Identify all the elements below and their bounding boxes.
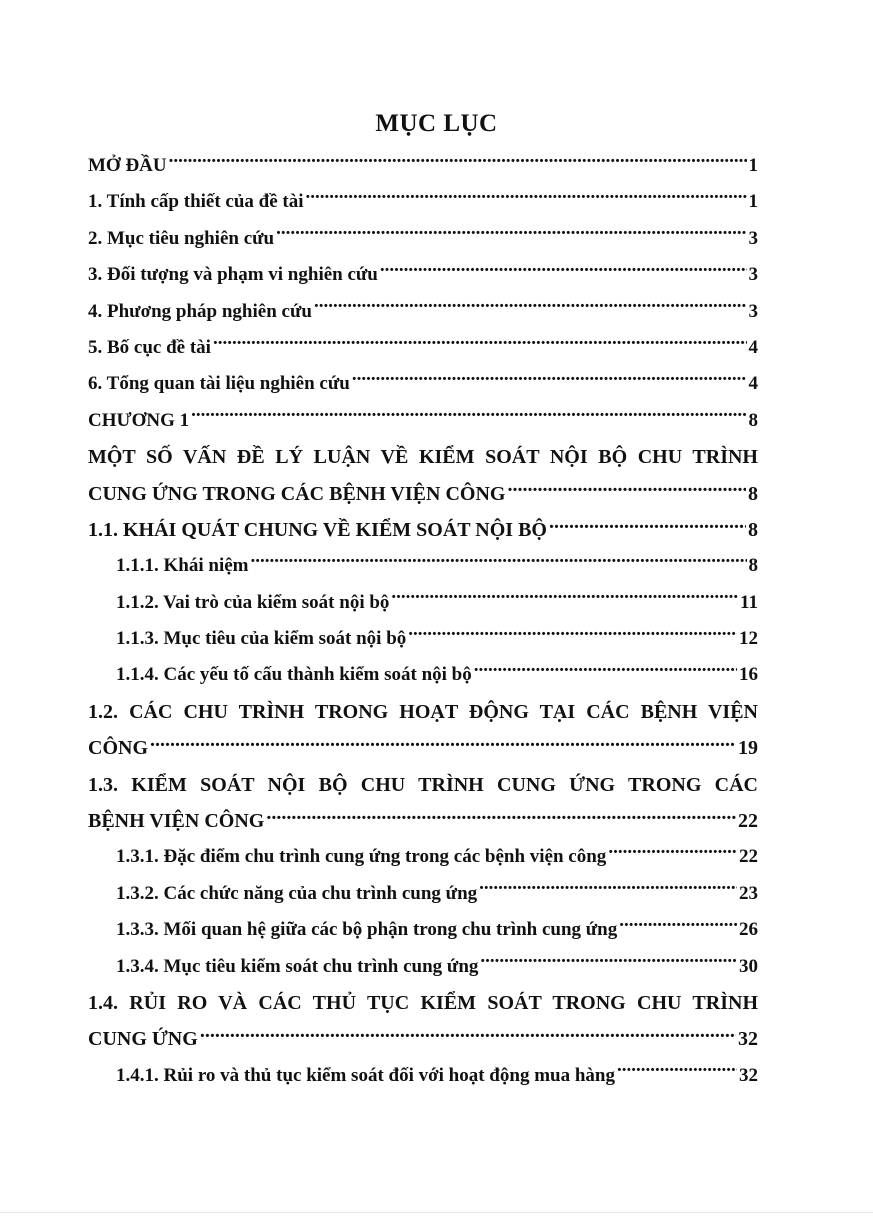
dot-leader xyxy=(479,880,737,899)
toc-entry[interactable] xyxy=(88,839,758,875)
toc-page-number: 26 xyxy=(739,919,758,941)
toc-page-number: 3 xyxy=(748,300,758,322)
toc-entry[interactable] xyxy=(88,912,758,948)
toc-entry-text: MỞ ĐẦU xyxy=(88,155,167,176)
toc-page-number: 11 xyxy=(740,591,758,613)
toc-entry[interactable] xyxy=(88,221,758,257)
toc-entry[interactable] xyxy=(88,1058,758,1094)
toc-entry[interactable] xyxy=(88,148,758,184)
dot-leader xyxy=(380,261,747,280)
toc-entry-text: 1.4. RỦI RO VÀ CÁC THỦ TỤC KIỂM SOÁT TRONG CHU TRÌNH xyxy=(88,991,758,1014)
toc-entry-text: 5. Bố cục đề tài xyxy=(88,336,211,358)
toc-entry-text: 1.1. KHÁI QUÁT CHUNG VỀ KIỂM SOÁT NỘI BỘ xyxy=(88,518,547,541)
toc-entry-line xyxy=(88,439,758,475)
dot-leader xyxy=(391,589,738,608)
toc-entry-text: 1.1.4. Các yếu tố cấu thành kiểm soát nội bộ xyxy=(116,664,472,686)
toc-page-number: 8 xyxy=(748,555,758,577)
dot-leader xyxy=(408,625,737,644)
toc-page-number: 1 xyxy=(748,191,758,213)
toc-entry-text: 1.3.4. Mục tiêu kiểm soát chu trình cung ứng xyxy=(116,955,479,977)
toc-entry[interactable] xyxy=(88,257,758,293)
toc-entry-text: CUNG ỨNG TRONG CÁC BỆNH VIỆN CÔNG xyxy=(88,482,506,505)
toc-page-number: 23 xyxy=(739,882,758,904)
toc-entry-text: 1.1.3. Mục tiêu của kiểm soát nội bộ xyxy=(116,628,407,650)
toc-page-number: 8 xyxy=(748,409,758,431)
toc-entry-line xyxy=(88,694,758,730)
toc-entry-text: 1.3.3. Mối quan hệ giữa các bộ phận trong chu trình cung ứng xyxy=(116,919,618,941)
dot-leader xyxy=(191,407,746,426)
toc-list xyxy=(88,148,758,1094)
toc-entry-text: CÔNG xyxy=(88,737,148,760)
toc-page-number: 22 xyxy=(739,846,758,868)
toc-page-number: 22 xyxy=(738,810,758,833)
toc-entry-text: 3. Đối tượng và phạm vi nghiên cứu xyxy=(88,264,378,286)
dot-leader xyxy=(276,225,746,244)
page-bottom-edge xyxy=(0,1212,873,1213)
dot-leader xyxy=(250,552,746,571)
dot-leader xyxy=(200,1025,736,1045)
dot-leader xyxy=(549,516,746,536)
toc-page-number: 4 xyxy=(748,336,758,358)
dot-leader xyxy=(617,1062,737,1081)
toc-page-number: 19 xyxy=(738,737,758,760)
toc-page-number: 3 xyxy=(748,227,758,249)
dot-leader xyxy=(266,807,736,827)
toc-page-number: 30 xyxy=(739,955,758,977)
toc-entry[interactable] xyxy=(88,949,758,985)
toc-page-number: 12 xyxy=(739,628,758,650)
dot-leader xyxy=(306,188,747,207)
toc-entry-text: 1.3. KIỂM SOÁT NỘI BỘ CHU TRÌNH CUNG ỨNG TRONG CÁC xyxy=(88,773,758,796)
dot-leader xyxy=(507,480,746,500)
toc-entry[interactable] xyxy=(88,730,758,766)
dot-leader xyxy=(352,370,747,389)
dot-leader xyxy=(608,843,737,862)
toc-title: MỤC LỤC xyxy=(375,110,498,137)
dot-leader xyxy=(169,152,747,171)
toc-entry[interactable] xyxy=(88,294,758,330)
toc-page-number: 32 xyxy=(738,1028,758,1051)
toc-page-number: 4 xyxy=(748,373,758,395)
toc-entry[interactable] xyxy=(88,366,758,402)
toc-entry-text: 1. Tính cấp thiết của đề tài xyxy=(88,191,304,213)
toc-entry-text: 1.4.1. Rủi ro và thủ tục kiểm soát đối với hoạt động mua hàng xyxy=(116,1064,615,1086)
toc-entry-text: 2. Mục tiêu nghiên cứu xyxy=(88,227,275,249)
toc-entry-text: CHƯƠNG 1 xyxy=(88,409,190,431)
toc-page-number: 3 xyxy=(748,264,758,286)
toc-page-number: 8 xyxy=(748,518,758,541)
toc-entry[interactable] xyxy=(88,403,758,439)
toc-entry-text: 1.3.2. Các chức năng của chu trình cung ứng xyxy=(116,882,478,904)
toc-entry[interactable] xyxy=(88,512,758,548)
toc-entry-text: 1.1.1. Khái niệm xyxy=(116,555,249,577)
dot-leader xyxy=(150,734,736,754)
dot-leader xyxy=(314,298,747,317)
toc-entry[interactable] xyxy=(88,657,758,693)
toc-entry-text: CUNG ỨNG xyxy=(88,1028,198,1051)
dot-leader xyxy=(619,916,737,935)
toc-page-number: 32 xyxy=(739,1064,758,1086)
toc-entry-text: 1.2. CÁC CHU TRÌNH TRONG HOẠT ĐỘNG TẠI CÁC BỆNH VIỆN xyxy=(88,700,758,723)
toc-entry-text: 1.1.2. Vai trò của kiểm soát nội bộ xyxy=(116,591,390,613)
toc-page-number: 8 xyxy=(748,482,758,505)
dot-leader xyxy=(213,334,747,353)
toc-entry[interactable] xyxy=(88,184,758,220)
toc-entry[interactable] xyxy=(88,876,758,912)
toc-entry-text: MỘT SỐ VẤN ĐỀ LÝ LUẬN VỀ KIỂM SOÁT NỘI BỘ CHU TRÌNH xyxy=(88,446,758,469)
toc-entry[interactable] xyxy=(88,803,758,839)
toc-entry[interactable] xyxy=(88,548,758,584)
toc-entry-line xyxy=(88,767,758,803)
dot-leader xyxy=(474,661,737,680)
toc-entry-text: BỆNH VIỆN CÔNG xyxy=(88,810,265,833)
toc-entry[interactable] xyxy=(88,1021,758,1057)
toc-entry[interactable] xyxy=(88,621,758,657)
toc-entry[interactable] xyxy=(88,476,758,512)
toc-entry-text: 1.3.1. Đặc điểm chu trình cung ứng trong các bệnh viện công xyxy=(116,846,607,868)
toc-entry-text: 4. Phương pháp nghiên cứu xyxy=(88,300,312,322)
toc-entry[interactable] xyxy=(88,585,758,621)
toc-page-number: 16 xyxy=(739,664,758,686)
toc-entry[interactable] xyxy=(88,330,758,366)
toc-entry-line xyxy=(88,985,758,1021)
toc-entry-text: 6. Tổng quan tài liệu nghiên cứu xyxy=(88,373,350,395)
toc-page-number: 1 xyxy=(748,155,758,176)
dot-leader xyxy=(480,953,737,972)
